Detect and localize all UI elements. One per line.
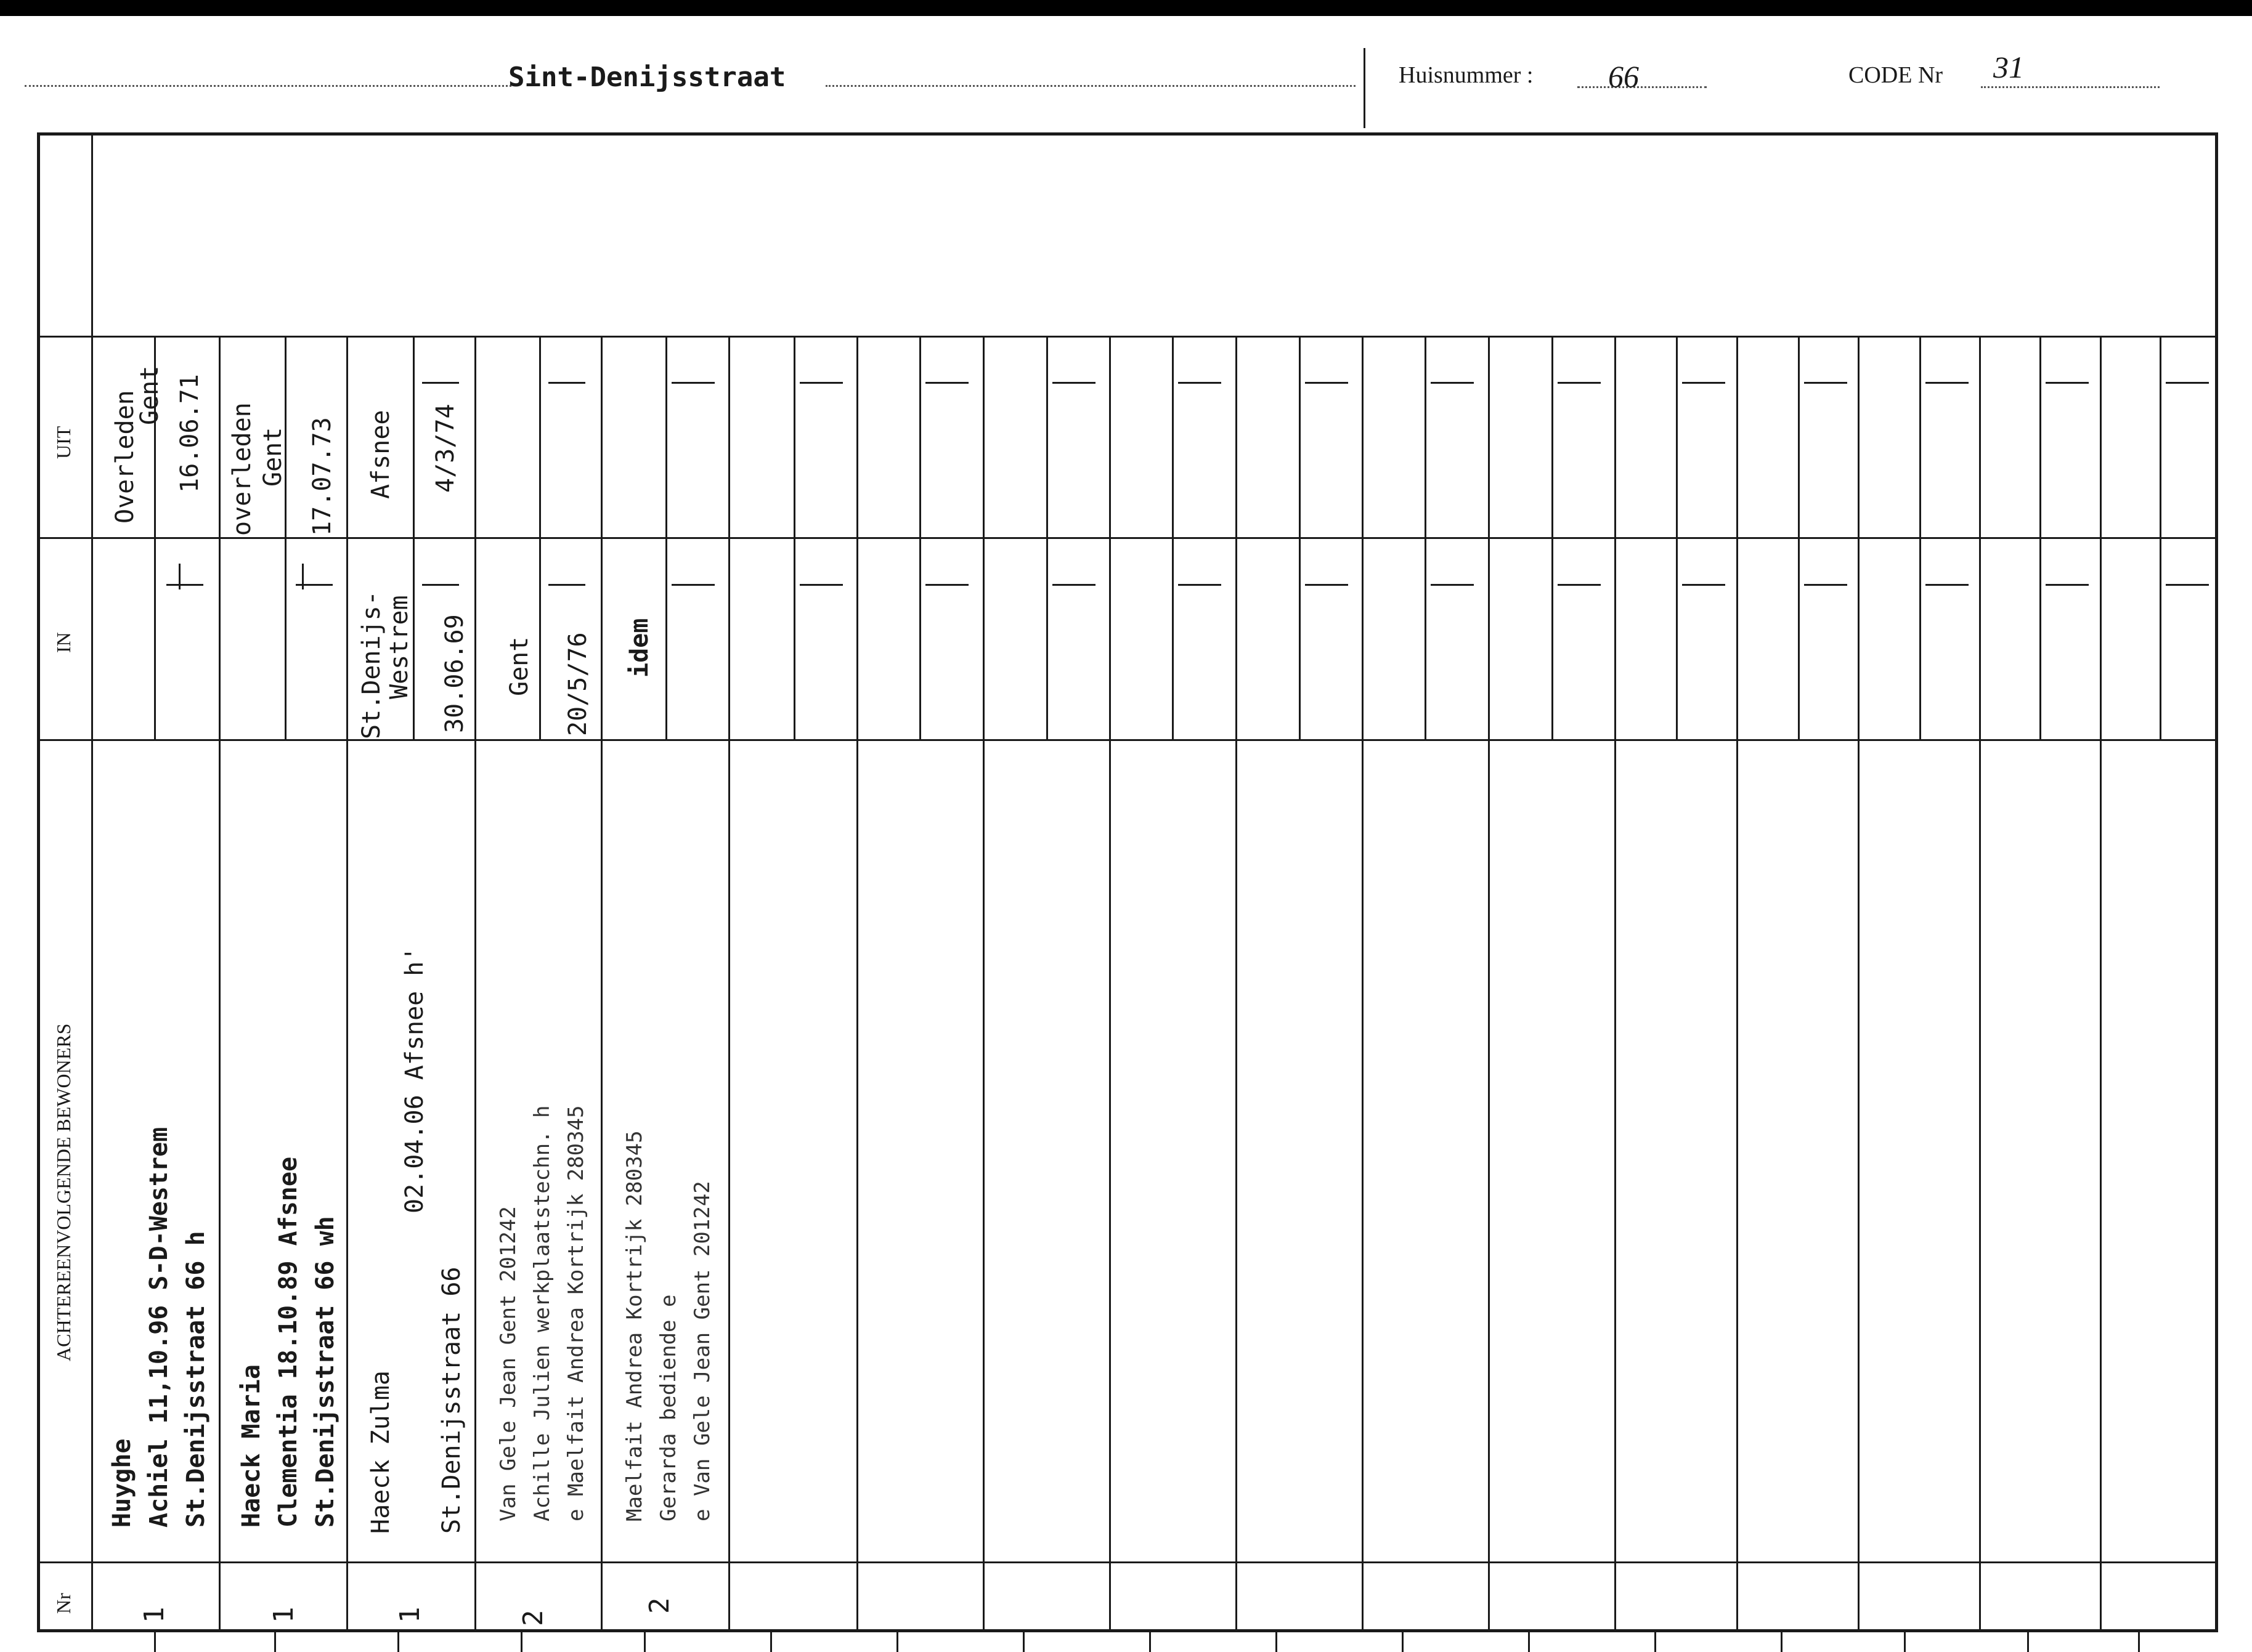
entry2-uit-line2: Gent	[259, 427, 287, 487]
entry3-uit-date: 4/3/74	[431, 403, 460, 493]
empty-dash	[548, 382, 585, 384]
entry3-resident-line1: Haeck Zulma	[367, 1371, 395, 1534]
entry5-in-line1: idem	[625, 618, 654, 678]
bottom-tick	[1904, 1632, 1906, 1652]
bottom-tick	[1654, 1632, 1656, 1652]
house-number-label: Huisnummer :	[1399, 62, 1534, 88]
column-divider	[1858, 336, 1860, 1629]
bottom-tick	[2027, 1632, 2029, 1652]
bottom-tick	[521, 1632, 522, 1652]
empty-dash	[672, 382, 715, 384]
entry5-resident-line2: Gerarda bediende e	[656, 1294, 681, 1521]
empty-dash	[1804, 584, 1847, 586]
entry3-resident-line2: 02.04.06 Afsnee h'	[400, 946, 429, 1213]
entry2-resident-line3: St.Denijsstraat 66 wh	[311, 1216, 339, 1528]
column-divider	[1109, 336, 1111, 1629]
row-label-in: IN	[52, 632, 75, 653]
entry-tick	[302, 564, 304, 589]
empty-dash	[166, 584, 203, 586]
column-divider	[2100, 336, 2102, 1629]
empty-dash	[2046, 382, 2089, 384]
bottom-tick	[1023, 1632, 1025, 1652]
sub-column-divider	[285, 336, 287, 739]
row-label-nr: Nr	[52, 1593, 75, 1614]
empty-dash	[1178, 584, 1221, 586]
entry4-in-date: 20/5/76	[564, 632, 592, 736]
sub-column-divider	[919, 336, 921, 739]
column-divider	[219, 336, 221, 1629]
column-divider	[856, 336, 858, 1629]
sub-column-divider	[1919, 336, 1921, 739]
sub-column-divider	[794, 336, 795, 739]
entry1-resident-line3: St.Denijsstraat 66 h	[182, 1231, 210, 1528]
entry1-uit-date: 16.06.71	[176, 374, 204, 493]
sub-column-divider	[1551, 336, 1553, 739]
bottom-tick	[1402, 1632, 1404, 1652]
sub-column-divider	[1299, 336, 1301, 739]
row-divider-uit	[40, 336, 2215, 338]
bottom-tick	[770, 1632, 772, 1652]
empty-dash	[1682, 584, 1725, 586]
empty-dash	[1052, 584, 1096, 586]
bottom-tick	[644, 1632, 646, 1652]
empty-dash	[296, 584, 333, 586]
entry1-resident-line2: Achiel 11,10.96 S-D-Westrem	[145, 1127, 173, 1528]
empty-dash	[2166, 382, 2209, 384]
empty-dash	[1431, 382, 1474, 384]
code-value: 31	[1993, 50, 2024, 84]
entry3-in-line1: St.Denijs-	[357, 591, 386, 739]
entry4-resident-line3: e Maelfait Andrea Kortrijk 280345	[564, 1105, 588, 1521]
column-divider	[1362, 336, 1364, 1629]
bottom-tick	[1149, 1632, 1151, 1652]
top-edge-bar	[0, 0, 2252, 16]
bottom-tick	[2138, 1632, 2140, 1652]
sub-column-divider	[665, 336, 667, 739]
empty-dash	[1804, 382, 1847, 384]
label-column-divider	[91, 136, 93, 1629]
bottom-tick	[1528, 1632, 1530, 1652]
house-number-dotted-line	[1577, 86, 1707, 88]
row-divider-residents	[40, 739, 2215, 741]
row-divider-nr	[40, 1561, 2215, 1563]
house-number-value: 66	[1608, 59, 1639, 94]
empty-dash	[1682, 382, 1725, 384]
column-divider	[1235, 336, 1237, 1629]
entry1-resident-line1: Huyghe	[108, 1438, 136, 1528]
bottom-tick	[1781, 1632, 1782, 1652]
entry-tick	[179, 564, 181, 589]
sub-column-divider	[2160, 336, 2161, 739]
register-table	[37, 132, 2218, 1632]
entry3-in-date: 30.06.69	[441, 614, 469, 733]
entry3-in-line2: Westrem	[385, 595, 413, 699]
code-dotted-line	[1981, 86, 2160, 88]
entry4-resident-line1: Van Gele Jean Gent 201242	[496, 1206, 521, 1521]
bottom-tick	[397, 1632, 399, 1652]
empty-dash	[1052, 382, 1096, 384]
entry2-resident-line1: Haeck Maria	[237, 1364, 266, 1528]
entry4-resident-line2: Achille Julien werkplaatstechn. h	[530, 1105, 555, 1521]
row-label-residents: ACHTEREENVOLGENDE BEWONERS	[52, 1023, 75, 1361]
column-divider	[983, 336, 985, 1629]
code-label: CODE Nr	[1848, 62, 1943, 88]
street-dotted-line-right	[826, 85, 1356, 87]
column-divider	[1488, 336, 1490, 1629]
bottom-tick	[896, 1632, 898, 1652]
entry2-resident-line2: Clementia 18.10.89 Afsnee	[274, 1156, 303, 1528]
sub-column-divider	[2039, 336, 2041, 739]
header-divider	[1364, 48, 1365, 128]
empty-dash	[1305, 584, 1348, 586]
sub-column-divider	[1172, 336, 1174, 739]
column-divider	[728, 336, 730, 1629]
bottom-tick	[274, 1632, 276, 1652]
sub-column-divider	[1425, 336, 1426, 739]
entry3-uit-line1: Afsnee	[367, 410, 395, 499]
entry1-nr: 1	[139, 1606, 170, 1623]
sub-column-divider	[1676, 336, 1678, 739]
street-dotted-line	[25, 85, 511, 87]
empty-dash	[925, 584, 969, 586]
entry5-nr: 2	[644, 1597, 675, 1614]
row-label-uit: UIT	[52, 426, 75, 459]
empty-dash	[548, 584, 585, 586]
empty-dash	[422, 584, 459, 586]
empty-dash	[422, 382, 459, 384]
empty-dash	[1305, 382, 1348, 384]
entry3-nr: 1	[394, 1606, 426, 1623]
sub-column-divider	[1046, 336, 1048, 739]
entry1-uit-line1: Overleden	[111, 390, 139, 524]
column-divider	[474, 336, 476, 1629]
column-divider	[346, 336, 348, 1629]
empty-dash	[2166, 584, 2209, 586]
entry4-nr: 2	[518, 1609, 549, 1626]
bottom-tick	[1275, 1632, 1277, 1652]
bottom-tick	[154, 1632, 156, 1652]
empty-dash	[1558, 382, 1601, 384]
empty-dash	[800, 584, 843, 586]
entry1-uit-line2: Gent	[136, 365, 164, 425]
sub-column-divider	[1798, 336, 1800, 739]
column-divider	[601, 336, 603, 1629]
street-name: Sint-Denijsstraat	[508, 62, 786, 93]
row-divider-in	[40, 537, 2215, 539]
empty-dash	[1925, 382, 1969, 384]
sub-column-divider	[539, 336, 541, 739]
empty-dash	[800, 382, 843, 384]
column-divider	[1979, 336, 1981, 1629]
entry5-resident-line1: Maelfait Andrea Kortrijk 280345	[622, 1130, 647, 1521]
empty-dash	[1178, 382, 1221, 384]
empty-dash	[1431, 584, 1474, 586]
empty-dash	[672, 584, 715, 586]
empty-dash	[925, 382, 969, 384]
empty-dash	[2046, 584, 2089, 586]
entry2-nr: 1	[268, 1606, 299, 1623]
entry2-uit-line1: overleden	[228, 402, 256, 536]
entry2-uit-date: 17.07.73	[308, 417, 336, 536]
empty-dash	[1925, 584, 1969, 586]
entry4-in-line1: Gent	[505, 636, 534, 696]
column-divider	[1736, 336, 1738, 1629]
column-divider	[1614, 336, 1616, 1629]
entry3-resident-line3: St.Denijsstraat 66	[437, 1266, 466, 1534]
empty-dash	[1558, 584, 1601, 586]
entry5-resident-line3: e Van Gele Jean Gent 201242	[690, 1181, 715, 1521]
